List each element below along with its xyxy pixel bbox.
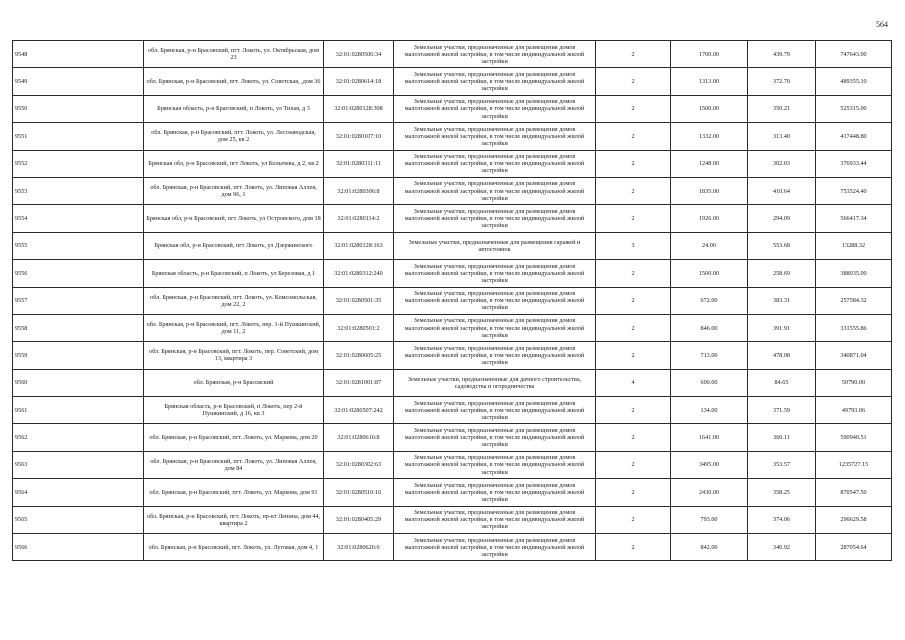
permitted-use-cell: Земельные участки, предназначенные для размещения гаражей и автостоянок — [394, 232, 596, 259]
table-row — [13, 479, 892, 506]
address-cell: обл. Брянская, р-н Брасовский, пгт. Локоть, ул. Липовая Аллея, дом 96, 1 — [144, 177, 324, 204]
area-cell: 846.00 — [671, 314, 748, 341]
permitted-use-cell: Земельные участки, предназначенные для размещения домов малоэтажной жилой застройки, в том числе индивидуальной жилой застройки — [394, 314, 596, 341]
table-row — [13, 41, 892, 68]
table-row — [13, 68, 892, 95]
row-number: 9564 — [13, 479, 144, 506]
use-group-cell: 2 — [596, 260, 671, 287]
permitted-use-cell: Земельные участки, предназначенные для дачного строительства, садоводства и огородничества — [394, 369, 596, 396]
land-plot-registry-table — [12, 40, 892, 561]
table-row — [13, 260, 892, 287]
cadastral-value-cell: 489355.10 — [816, 68, 892, 95]
cadastral-value-cell: 287054.64 — [816, 534, 892, 561]
specific-value-cell: 258.69 — [748, 260, 816, 287]
cadastral-value-cell: 331555.86 — [816, 314, 892, 341]
cadastral-number-cell: 32:01:0280306:8 — [324, 177, 394, 204]
cadastral-value-cell: 870547.50 — [816, 479, 892, 506]
area-cell: 713.00 — [671, 342, 748, 369]
address-cell: обл. Брянская, р-н Брасовский, пгт. Локоть, ул. Липовая Аллея, дом 84 — [144, 451, 324, 478]
table-row — [13, 150, 892, 177]
table-row — [13, 369, 892, 396]
table-row — [13, 451, 892, 478]
use-group-cell: 2 — [596, 479, 671, 506]
specific-value-cell: 372.70 — [748, 68, 816, 95]
area-cell: 1500.00 — [671, 260, 748, 287]
area-cell: 1248.00 — [671, 150, 748, 177]
use-group-cell: 2 — [596, 95, 671, 122]
use-group-cell: 2 — [596, 314, 671, 341]
address-cell: Брянская область, р-н Брасовский, п Локоть, ул Тихая, д 3 — [144, 95, 324, 122]
permitted-use-cell: Земельные участки, предназначенные для размещения домов малоэтажной жилой застройки, в том числе индивидуальной жилой застройки — [394, 451, 596, 478]
specific-value-cell: 374.06 — [748, 506, 816, 533]
permitted-use-cell: Земельные участки, предназначенные для размещения домов малоэтажной жилой застройки, в том числе индивидуальной жилой застройки — [394, 260, 596, 287]
row-number: 9548 — [13, 41, 144, 68]
cadastral-number-cell: 32:01:0280506:34 — [324, 41, 394, 68]
permitted-use-cell: Земельные участки, предназначенные для размещения домов малоэтажной жилой застройки, в том числе индивидуальной жилой застройки — [394, 424, 596, 451]
specific-value-cell: 353.57 — [748, 451, 816, 478]
area-cell: 1641.00 — [671, 424, 748, 451]
address-cell: обл. Брянская, р-н Брасовский — [144, 369, 324, 396]
address-cell: Брянская обл, р-н Брасовский, пгт Локоть, ул Островского, дом 18 — [144, 205, 324, 232]
cadastral-value-cell: 296629.58 — [816, 506, 892, 533]
permitted-use-cell: Земельные участки, предназначенные для размещения домов малоэтажной жилой застройки, в том числе индивидуальной жилой застройки — [394, 177, 596, 204]
cadastral-number-cell: 32:01:0280605:25 — [324, 342, 394, 369]
permitted-use-cell: Земельные участки, предназначенные для размещения домов малоэтажной жилой застройки, в том числе индивидуальной жилой застройки — [394, 479, 596, 506]
cadastral-value-cell: 1235727.15 — [816, 451, 892, 478]
cadastral-value-cell: 590940.51 — [816, 424, 892, 451]
address-cell: обл. Брянская, р-н Брасовский, пгт. Локоть, пр-кт Ленина, дом 44, квартира 2 — [144, 506, 324, 533]
table-row — [13, 123, 892, 150]
cadastral-value-cell: 753524.40 — [816, 177, 892, 204]
use-group-cell: 2 — [596, 534, 671, 561]
cadastral-value-cell: 388035.00 — [816, 260, 892, 287]
page-number: 564 — [876, 20, 888, 29]
use-group-cell: 2 — [596, 150, 671, 177]
cadastral-value-cell: 340871.04 — [816, 342, 892, 369]
address-cell: обл. Брянская, р-н Брасовский, пгт. Локоть, ул. Маркова, дом 91 — [144, 479, 324, 506]
cadastral-number-cell: 32:01:0280114:2 — [324, 205, 394, 232]
row-number: 9549 — [13, 68, 144, 95]
permitted-use-cell: Земельные участки, предназначенные для размещения домов малоэтажной жилой застройки, в том числе индивидуальной жилой застройки — [394, 205, 596, 232]
area-cell: 1926.00 — [671, 205, 748, 232]
address-cell: обл. Брянская, р-н Брасовский, пгт. Локоть, ул. Октябрьская, дом 23 — [144, 41, 324, 68]
specific-value-cell: 294.09 — [748, 205, 816, 232]
permitted-use-cell: Земельные участки, предназначенные для размещения домов малоэтажной жилой застройки, в том числе индивидуальной жилой застройки — [394, 342, 596, 369]
cadastral-value-cell: 417448.80 — [816, 123, 892, 150]
address-cell: обл. Брянская, р-н Брасовский, пгт. Локоть, пер. Советский, дом 13, квартира 3 — [144, 342, 324, 369]
area-cell: 1500.00 — [671, 95, 748, 122]
row-number: 9559 — [13, 342, 144, 369]
table-row — [13, 205, 892, 232]
address-cell: Брянская обл, р-н Брасовский, пгт Локоть, ул Дзержинского — [144, 232, 324, 259]
area-cell: 1332.00 — [671, 123, 748, 150]
specific-value-cell: 360.11 — [748, 424, 816, 451]
row-number: 9553 — [13, 177, 144, 204]
row-number: 9551 — [13, 123, 144, 150]
specific-value-cell: 383.31 — [748, 287, 816, 314]
cadastral-number-cell: 32:01:0280616:8 — [324, 424, 394, 451]
address-cell: обл. Брянская, р-н Брасовский, пгт. Локоть, ул. Луговая, дом 4, 1 — [144, 534, 324, 561]
row-number: 9554 — [13, 205, 144, 232]
address-cell: обл. Брянская, р-н Брасовский, пгт. Локоть, ул. Комсомольская, дом 22, 2 — [144, 287, 324, 314]
cadastral-number-cell: 32:01:0280626:6 — [324, 534, 394, 561]
use-group-cell: 2 — [596, 41, 671, 68]
row-number: 9566 — [13, 534, 144, 561]
specific-value-cell: 84.65 — [748, 369, 816, 396]
specific-value-cell: 553.68 — [748, 232, 816, 259]
cadastral-number-cell: 32:01:0280311:11 — [324, 150, 394, 177]
specific-value-cell: 302.03 — [748, 150, 816, 177]
table-row — [13, 424, 892, 451]
use-group-cell: 2 — [596, 451, 671, 478]
specific-value-cell: 439.79 — [748, 41, 816, 68]
cadastral-number-cell: 32:01:0281001:87 — [324, 369, 394, 396]
address-cell: Брянская область, р-н Брасовский, п Локоть, ул Березовая, д 1 — [144, 260, 324, 287]
address-cell: обл. Брянская, р-н Брасовский, пгт. Локоть, ул. Маркова, дом 20 — [144, 424, 324, 451]
cadastral-value-cell: 50790.00 — [816, 369, 892, 396]
row-number: 9557 — [13, 287, 144, 314]
area-cell: 842.00 — [671, 534, 748, 561]
permitted-use-cell: Земельные участки, предназначенные для размещения домов малоэтажной жилой застройки, в том числе индивидуальной жилой застройки — [394, 68, 596, 95]
cadastral-value-cell: 747643.00 — [816, 41, 892, 68]
permitted-use-cell: Земельные участки, предназначенные для размещения домов малоэтажной жилой застройки, в том числе индивидуальной жилой застройки — [394, 41, 596, 68]
table-row — [13, 232, 892, 259]
table-row — [13, 95, 892, 122]
cadastral-value-cell: 376933.44 — [816, 150, 892, 177]
row-number: 9561 — [13, 397, 144, 424]
cadastral-value-cell: 13288.32 — [816, 232, 892, 259]
cadastral-number-cell: 32:01:0280501:2 — [324, 314, 394, 341]
cadastral-value-cell: 566417.34 — [816, 205, 892, 232]
use-group-cell: 2 — [596, 397, 671, 424]
table-row — [13, 287, 892, 314]
row-number: 9560 — [13, 369, 144, 396]
cadastral-number-cell: 32:01:0280405:29 — [324, 506, 394, 533]
permitted-use-cell: Земельные участки, предназначенные для размещения домов малоэтажной жилой застройки, в том числе индивидуальной жилой застройки — [394, 150, 596, 177]
address-cell: Брянская обл, р-н Брасовский, пгт Локоть, ул Колычева, д 2, кв 2 — [144, 150, 324, 177]
table-row — [13, 314, 892, 341]
cadastral-number-cell: 32:01:0280614:18 — [324, 68, 394, 95]
cadastral-number-cell: 32:01:0280128:308 — [324, 95, 394, 122]
use-group-cell: 3 — [596, 232, 671, 259]
table-row — [13, 397, 892, 424]
area-cell: 672.00 — [671, 287, 748, 314]
row-number: 9552 — [13, 150, 144, 177]
row-number: 9562 — [13, 424, 144, 451]
cadastral-number-cell: 32:01:0280312:240 — [324, 260, 394, 287]
area-cell: 24.00 — [671, 232, 748, 259]
area-cell: 600.00 — [671, 369, 748, 396]
cadastral-value-cell: 49793.06 — [816, 397, 892, 424]
use-group-cell: 4 — [596, 369, 671, 396]
row-number: 9558 — [13, 314, 144, 341]
table-row — [13, 506, 892, 533]
area-cell: 1313.00 — [671, 68, 748, 95]
specific-value-cell: 391.91 — [748, 314, 816, 341]
address-cell: Брянская область, р-н Брасовский, п Локоть, пер 2-й Пушкинский, д 16, кв 3 — [144, 397, 324, 424]
cadastral-number-cell: 32:01:0280507:242 — [324, 397, 394, 424]
cadastral-number-cell: 32:01:0280501:35 — [324, 287, 394, 314]
cadastral-number-cell: 32:01:0280128:163 — [324, 232, 394, 259]
row-number: 9565 — [13, 506, 144, 533]
address-cell: обл. Брянская, р-н Брасовский, пгт. Локоть, ул. Советская, ,дом 36 — [144, 68, 324, 95]
specific-value-cell: 313.40 — [748, 123, 816, 150]
use-group-cell: 2 — [596, 287, 671, 314]
specific-value-cell: 410.64 — [748, 177, 816, 204]
use-group-cell: 2 — [596, 205, 671, 232]
specific-value-cell: 340.92 — [748, 534, 816, 561]
cadastral-number-cell: 32:01:0280302:63 — [324, 451, 394, 478]
row-number: 9556 — [13, 260, 144, 287]
area-cell: 2430.00 — [671, 479, 748, 506]
address-cell: обл. Брянская, р-н Брасовский, пгт. Локоть, пер. 1-й Пушкинский, дом 11, 2 — [144, 314, 324, 341]
use-group-cell: 2 — [596, 123, 671, 150]
permitted-use-cell: Земельные участки, предназначенные для размещения домов малоэтажной жилой застройки, в том числе индивидуальной жилой застройки — [394, 506, 596, 533]
area-cell: 1700.00 — [671, 41, 748, 68]
area-cell: 3495.00 — [671, 451, 748, 478]
address-cell: обл. Брянская, р-н Брасовский, пгт. Локоть, ул. Лесозаводская, дом 25, кв 2 — [144, 123, 324, 150]
row-number: 9563 — [13, 451, 144, 478]
area-cell: 1835.00 — [671, 177, 748, 204]
registry-body — [13, 41, 892, 561]
permitted-use-cell: Земельные участки, предназначенные для размещения домов малоэтажной жилой застройки, в том числе индивидуальной жилой застройки — [394, 287, 596, 314]
specific-value-cell: 350.21 — [748, 95, 816, 122]
use-group-cell: 2 — [596, 177, 671, 204]
area-cell: 134.00 — [671, 397, 748, 424]
table-row — [13, 342, 892, 369]
row-number: 9555 — [13, 232, 144, 259]
permitted-use-cell: Земельные участки, предназначенные для размещения домов малоэтажной жилой застройки, в том числе индивидуальной жилой застройки — [394, 95, 596, 122]
specific-value-cell: 358.25 — [748, 479, 816, 506]
cadastral-number-cell: 32:01:0280107:10 — [324, 123, 394, 150]
cadastral-value-cell: 525315.00 — [816, 95, 892, 122]
permitted-use-cell: Земельные участки, предназначенные для размещения домов малоэтажной жилой застройки, в том числе индивидуальной жилой застройки — [394, 123, 596, 150]
area-cell: 793.00 — [671, 506, 748, 533]
use-group-cell: 2 — [596, 424, 671, 451]
use-group-cell: 2 — [596, 342, 671, 369]
specific-value-cell: 478.08 — [748, 342, 816, 369]
specific-value-cell: 371.59 — [748, 397, 816, 424]
permitted-use-cell: Земельные участки, предназначенные для размещения домов малоэтажной жилой застройки, в том числе индивидуальной жилой застройки — [394, 534, 596, 561]
use-group-cell: 2 — [596, 68, 671, 95]
row-number: 9550 — [13, 95, 144, 122]
permitted-use-cell: Земельные участки, предназначенные для размещения домов малоэтажной жилой застройки, в том числе индивидуальной жилой застройки — [394, 397, 596, 424]
table-row — [13, 534, 892, 561]
cadastral-number-cell: 32:01:0280510:16 — [324, 479, 394, 506]
cadastral-value-cell: 257584.32 — [816, 287, 892, 314]
table-row — [13, 177, 892, 204]
use-group-cell: 2 — [596, 506, 671, 533]
